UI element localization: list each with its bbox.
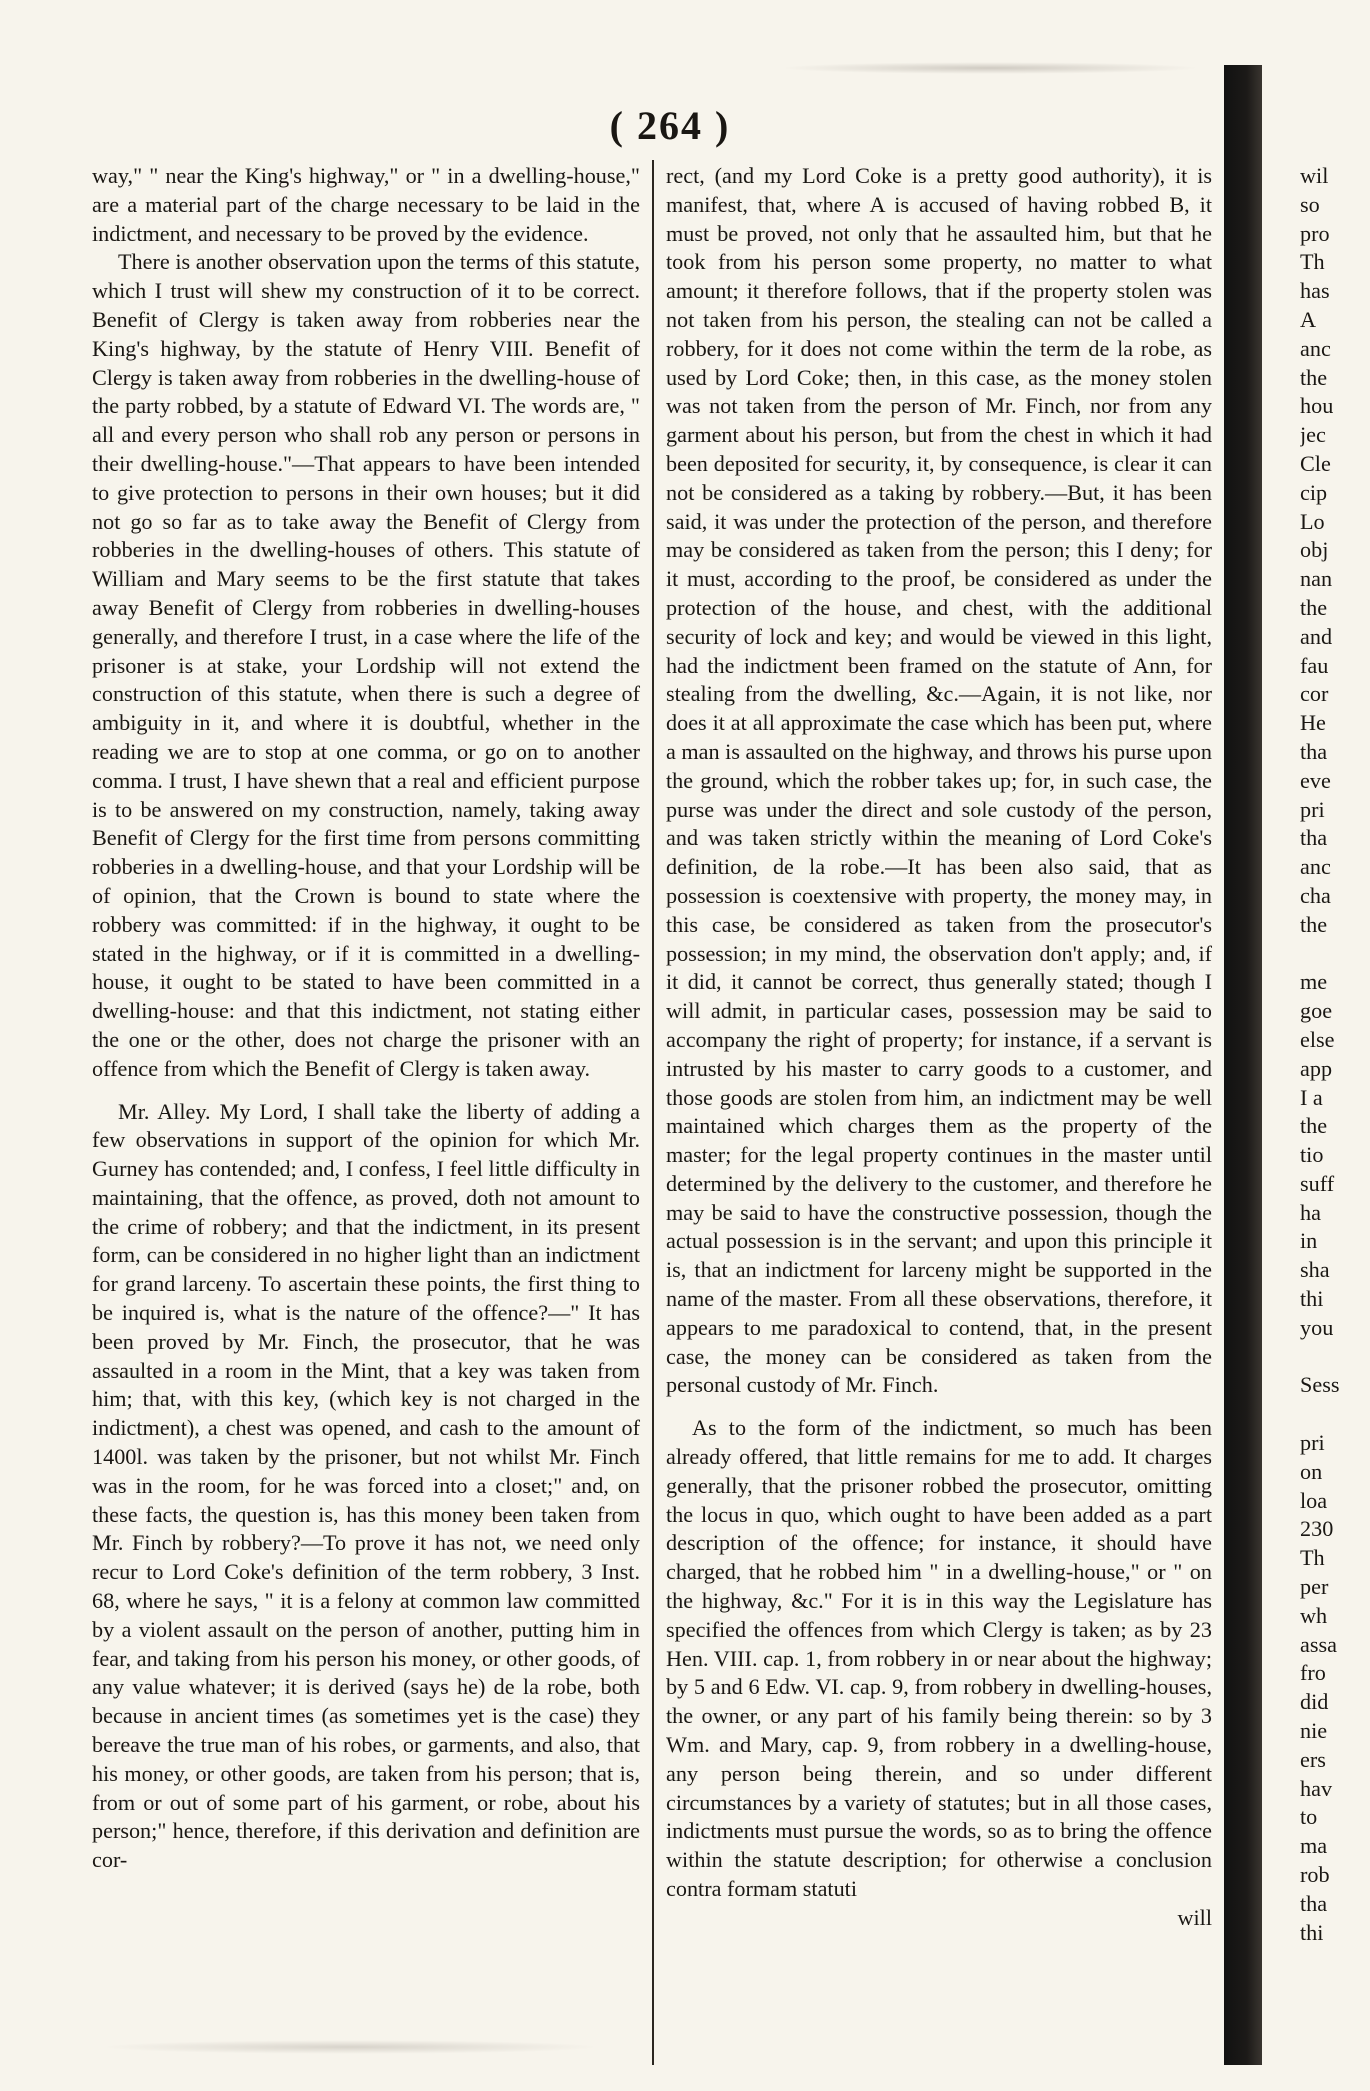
catchword: will: [1177, 1904, 1212, 1930]
fragment-line: the: [1300, 1113, 1328, 1139]
left-column: [92, 162, 640, 1875]
fragment-line: per: [1300, 1574, 1329, 1600]
page-stain-bottom: [100, 2040, 600, 2054]
fragment-line: so: [1300, 191, 1320, 217]
fragment-line: goe: [1300, 998, 1333, 1024]
page-stain: [780, 62, 1200, 74]
fragment-line: tha: [1300, 825, 1328, 851]
fragment-line: sha: [1300, 1257, 1330, 1283]
fragment-line: 230: [1300, 1516, 1334, 1542]
fragment-line: cor: [1300, 681, 1329, 707]
fragment-line: pri: [1300, 1430, 1325, 1456]
fragment-line: pro: [1300, 220, 1330, 246]
fragment-line: anc: [1300, 335, 1331, 361]
fragment-line: cha: [1300, 882, 1331, 908]
fragment-line: pri: [1300, 796, 1325, 822]
fragment-line: tio: [1300, 1142, 1324, 1168]
paragraph: rect, (and my Lord Coke is a pretty good authority), it is manifest, that, where A is accused of having robbed B, it must be proved, not only that he assaulted him, but that he took from his person some property, no matter to what amount; it therefore follows, that if the property stolen was not taken from his person, the stealing can not be called a robbery, for it does not come within the term de la robe, as used by Lord Coke; then, in this case, as the money stolen was not taken from the person of Mr. Finch, nor from any garment about his person, but from the chest in which it had been deposited for security, it, by consequence, is clear it can not be considered as a taking by robbery.—But, it has been said, it was under the protection of the person, and therefore may be considered as taken from the person; this I deny; for it must, according to the proof, be considered as under the protection of the house, and chest, with the additional security of lock and key; and would be viewed in this light, had the indictment been framed on the statute of Ann, for stealing from the dwelling, &c.—Again, it is not like, nor does it at all approximate the case which has been put, where a man is assaulted on the highway, and throws his purse upon the ground, which the robber takes up; for, in such case, the purse was under the direct and sole custody of the person, and was taken strictly within the meaning of Lord Coke's definition, de la robe.—It has been also said, that as possession is coextensive with property, the money may, in this case, be considered as taken from the prosecutor's possession; in my mind, the observation don't apply; and, if it did, it cannot be correct, thus generally stated; though I will admit, in particular cases, possession may be said to accompany the right of property; for instance, if a servant is intrusted by his master to carry goods to a customer, and those goods are stolen from him, an indictment may be well maintained which charges them as the property of the master; for the legal property continues in the master until determined by the delivery to the customer, and therefore he may be said to have the constructive possession, though the actual possession is in the servant; and upon this principle it is, that an indictment for larceny might be supported in the name of the master. From all these observations, therefore, it appears to me paradoxical to contend, that, in the present case, the money can be considered as taken from the personal custody of Mr. Finch.: [666, 163, 1212, 1398]
fragment-line: ma: [1300, 1833, 1328, 1859]
fragment-line: nan: [1300, 566, 1333, 592]
fragment-line: assa: [1300, 1631, 1337, 1657]
fragment-line: Sess: [1300, 1372, 1340, 1398]
fragment-line: cip: [1300, 479, 1328, 505]
middle-column: [666, 162, 1212, 1933]
fragment-line: loa: [1300, 1487, 1328, 1513]
fragment-line: suff: [1300, 1170, 1335, 1196]
fragment-line: has: [1300, 278, 1330, 304]
fragment-line: He: [1300, 710, 1326, 736]
paragraph: There is another observation upon the terms of this statute, which I trust will shew my construction of it to be correct. Benefit of Clergy is taken away from robberies near the King's highway, by the statute of Henry VIII. Benefit of Clergy is taken away from robberies in the dwelling-house of the party robbed, by a statute of Edward VI. The words are, " all and every person who shall rob any person or persons in their dwelling-house."—That appears to have been intended to give protection to persons in their own houses; but it did not go so far as to take away the Benefit of Clergy from robberies in the dwelling-houses of others. This statute of William and Mary seems to be the first statute that takes away Benefit of Clergy from robberies in dwelling-houses generally, and therefore I trust, in a case where the life of the prisoner is at stake, your Lordship will not extend the construction of this statute, when there is such a degree of ambiguity in it, and where it is doubtful, whether in the reading we are to stop at one comma, or go on to another comma. I trust, I have shewn that a real and efficient purpose is to be answered on my construction, namely, taking away Benefit of Clergy for the first time from persons committing robberies in a dwelling-house, and that your Lordship will be of opinion, that the Crown is bound to state where the robbery was committed: if in the highway, it ought to be stated in the highway, or if it is committed in a dwelling-house, it ought to be stated to have been committed in a dwelling-house: and that this indictment, not stating either the one or the other, does not charge the prisoner with an offence from which the Benefit of Clergy is taken away.: [92, 249, 640, 1081]
fragment-line: anc: [1300, 854, 1331, 880]
fragment-line: fau: [1300, 652, 1329, 678]
fragment-line: on: [1300, 1458, 1323, 1484]
fragment-line: obj: [1300, 537, 1329, 563]
fragment-line: [1300, 1400, 1370, 1429]
fragment-line: ha: [1300, 1199, 1321, 1225]
fragment-line: A: [1300, 306, 1317, 332]
fragment-line: fro: [1300, 1660, 1326, 1686]
fragment-line: did: [1300, 1689, 1329, 1715]
fragment-line: me: [1300, 969, 1328, 995]
fragment-line: else: [1300, 1026, 1335, 1052]
fragment-line: the: [1300, 911, 1328, 937]
fragment-line: Cle: [1300, 450, 1331, 476]
paragraph: Mr. Alley. My Lord, I shall take the liberty of adding a few observations in support of the opinion for which Mr. Gurney has contended; and, I confess, I feel little difficulty in maintaining, that the offence, as proved, doth not amount to the crime of robbery; and that the indictment, in its present form, can be considered in no higher light than an indictment for grand larceny. To ascertain these points, the first thing to be inquired is, what is the nature of the offence?—" It has been proved by Mr. Finch, the prosecutor, that he was assaulted in a room in the Mint, that a key was taken from him; that, with this key, (which key is not charged in the indictment), a chest was opened, and cash to the amount of 1400l. was taken by the prisoner, but not whilst Mr. Finch was in the room, for he was forced into a closet;" and, on these facts, the question is, has this money been taken from Mr. Finch by robbery?—To prove it has not, we need only recur to Lord Coke's definition of the term robbery, 3 Inst. 68, where he says, " it is a felony at common law committed by a violent assault on the person of another, putting him in fear, and taking from his person his money, or other goods, of any value whatever; it is derived (says he) de la robe, both because in ancient times (as sometimes yet is the case) they bereave the true man of his robes, or garments, and also, that his money, or other goods, are taken from his person; that is, from or out of some part of his garment, or robe, about his person;" hence, therefore, if this derivation and definition are cor-: [92, 1098, 640, 1873]
fragment-line: Th: [1300, 249, 1325, 275]
fragment-line: rob: [1300, 1862, 1330, 1888]
binding-gutter-shadow: [1224, 65, 1262, 2065]
fragment-line: in: [1300, 1228, 1318, 1254]
fragment-line: jec: [1300, 422, 1326, 448]
fragment-line: tha: [1300, 738, 1328, 764]
fragment-line: you: [1300, 1314, 1334, 1340]
fragment-line: thi: [1300, 1286, 1324, 1312]
fragment-line: wil: [1300, 163, 1329, 188]
fragment-line: thi: [1300, 1919, 1324, 1945]
fragment-line: nie: [1300, 1718, 1328, 1744]
fragment-line: eve: [1300, 767, 1331, 793]
fragment-line: to: [1300, 1804, 1318, 1830]
page-number: ( 264 ): [609, 103, 731, 148]
fragment-line: wh: [1300, 1602, 1328, 1628]
fragment-line: the: [1300, 364, 1328, 390]
paragraph: way," " near the King's highway," or " in a dwelling-house," are a material part of the charge necessary to be laid in the indictment, and necessary to be proved by the evidence.: [92, 163, 640, 246]
fragment-line: [1300, 940, 1370, 969]
fragment-line: and: [1300, 623, 1333, 649]
fragment-line: ers: [1300, 1746, 1326, 1772]
fragment-line: [1300, 1343, 1370, 1372]
fragment-line: hou: [1300, 393, 1334, 419]
fragment-line: app: [1300, 1055, 1333, 1081]
adjacent-page-fragments: [1300, 162, 1370, 1947]
column-divider: [652, 160, 654, 2065]
fragment-line: the: [1300, 594, 1328, 620]
fragment-line: hav: [1300, 1775, 1333, 1801]
fragment-line: Lo: [1300, 508, 1325, 534]
fragment-line: Th: [1300, 1545, 1325, 1571]
paragraph: As to the form of the indictment, so much has been already offered, that little remains for me to add. It charges generally, that the prisoner robbed the prosecutor, omitting the locus in quo, which ought to have been added as a part description of the offence; for instance, it should have charged, that he robbed him " in a dwelling-house," or " on the highway, &c." For it is in this way the Legislature has specified the offences from which Clergy is taken; as by 23 Hen. VIII. cap. 1, from robbery in or near about the highway; by 5 and 6 Edw. VI. cap. 9, from robbery in dwelling-houses, the owner, or any part of his family being therein: so by 3 Wm. and Mary, cap. 9, from robbery in a dwelling-house, any person being therein, and so under different circumstances by a variety of statutes; but in all those cases, indictments must pursue the words, so as to bring the offence within the statute description; for otherwise a conclusion contra formam statuti: [666, 1415, 1212, 1902]
fragment-line: I a: [1300, 1084, 1323, 1110]
fragment-line: tha: [1300, 1890, 1328, 1916]
